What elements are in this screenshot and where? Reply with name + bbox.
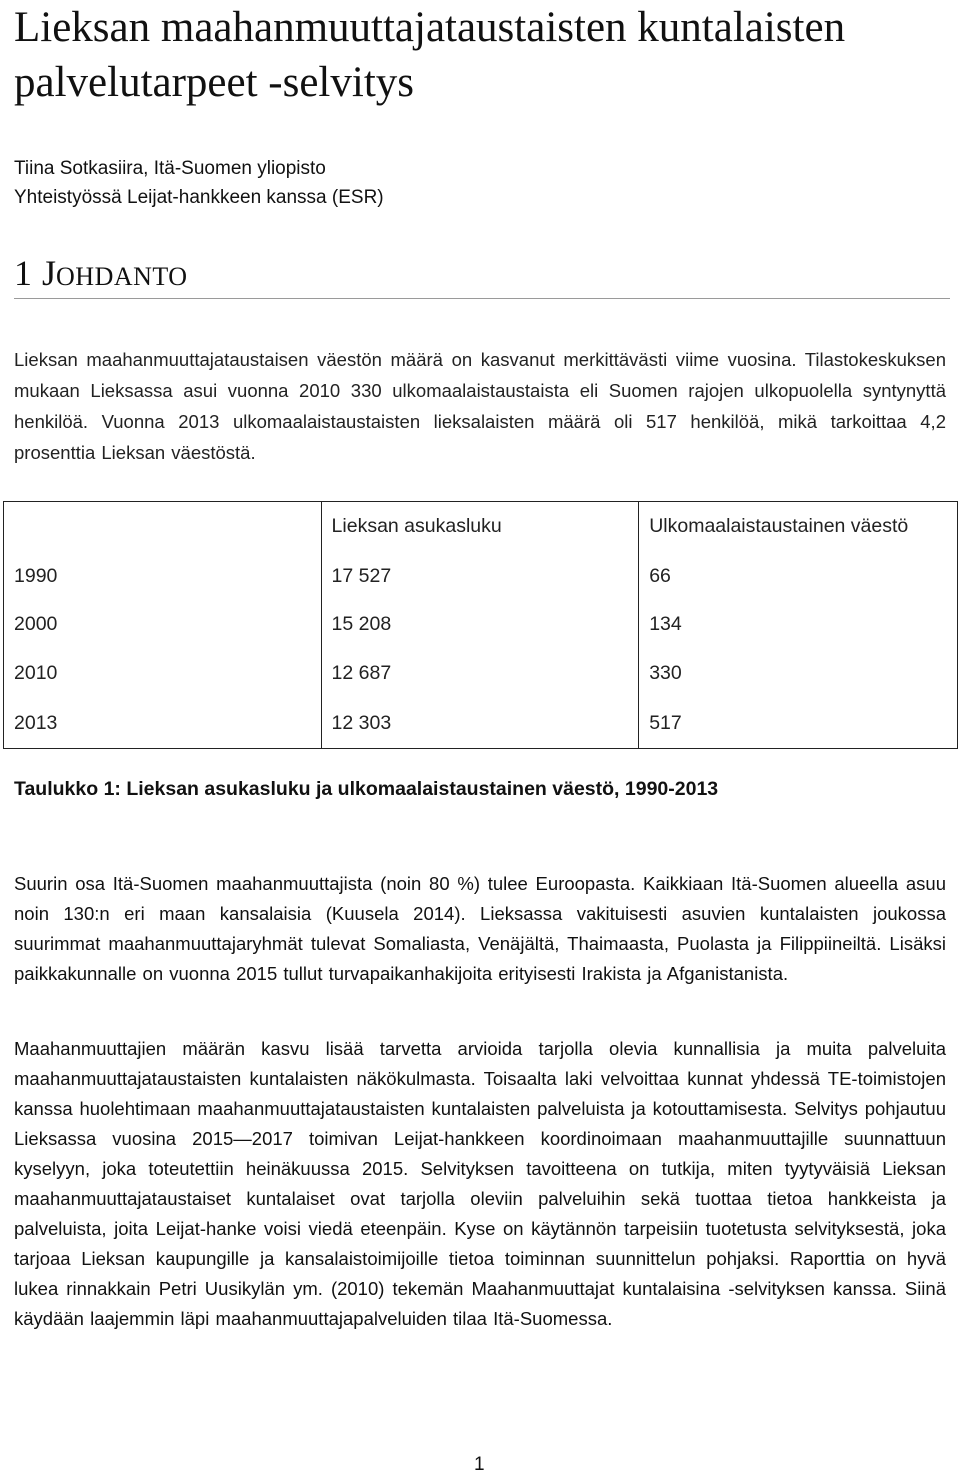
table-cell: 12 687: [321, 649, 639, 698]
table-cell: 134: [639, 601, 958, 650]
section-title-initial: J: [42, 253, 57, 293]
author-block: [14, 154, 384, 212]
table-row: [4, 601, 958, 650]
table-row: [4, 698, 958, 748]
population-table: [3, 501, 958, 749]
author-line: Tiina Sotkasiira, Itä-Suomen yliopisto: [14, 158, 326, 179]
section-number: 1: [14, 253, 32, 293]
table-cell: 517: [639, 698, 958, 748]
table-cell: 15 208: [321, 601, 639, 650]
purpose-paragraph: Maahanmuuttajien määrän kasvu lisää tarvetta arvioida tarjolla olevia kunnallisia ja muita palveluita maahanmuuttajataustaisten kuntalaisten näkökulmasta. Toisaalta laki velvoittaa kunnat yhdessä TE-toimistojen kanssa huolehtimaan maahanmuuttajataustaisten kuntalaisten palveluista ja kotouttamisesta. Selvitys pohjautuu Lieksassa vuosina 2015—2017 toimivan Leijat-hankkeen koordinoimaan maahanmuuttajille suunnattuun kyselyyn, joka toteutettiin heinäkuussa 2015. Selvityksen tavoitteena on tutkija, miten tyytyväisiä Lieksan maahanmuuttajataustaiset kuntalaiset ovat tarjolla oleviin palveluihin sekä tuottaa tietoa hankkeista ja palveluista, joita Leijat-hanke voisi viedä eteenpäin. Kyse on käytännön tarpeisiin tuotetusta selvityksestä, joka tarjoaa Lieksan kaupungille ja kansalaistoimijoille tietoa toiminnan suunnittelun pohjaksi. Raporttia on hyvä lukea rinnakkain Petri Uusikylän ym. (2010) tekemän Maahanmuuttajat kuntalaisina -selvityksen kanssa. Siinä käydään laajemmin läpi maahanmuuttajapalveluiden tilaa Itä-Suomessa.: [14, 1038, 946, 1329]
table-cell: 1990: [4, 552, 322, 601]
collaboration-line: Yhteistyössä Leijat-hankkeen kanssa (ESR): [14, 187, 384, 208]
section-title-rest: OHDANTO: [56, 262, 188, 291]
table-cell: 2013: [4, 698, 322, 748]
table-row: [4, 649, 958, 698]
table-header-cell: [4, 502, 322, 552]
table-cell: 12 303: [321, 698, 639, 748]
section-heading: [14, 248, 950, 299]
table-caption: Taulukko 1: Lieksan asukasluku ja ulkomaalaistaustainen väestö, 1990-2013: [14, 778, 719, 800]
table-header-cell: Lieksan asukasluku: [321, 502, 639, 552]
table-header-cell: Ulkomaalaistaustainen väestö: [639, 502, 958, 552]
table-cell: 17 527: [321, 552, 639, 601]
table-cell: 330: [639, 649, 958, 698]
table-cell: 66: [639, 552, 958, 601]
table-cell: 2000: [4, 601, 322, 650]
origin-paragraph: Suurin osa Itä-Suomen maahanmuuttajista (noin 80 %) tulee Euroopasta. Kaikkiaan Itä-Suomen alueella asuu noin 130:n eri maan kansalaisia (Kuusela 2014). Lieksassa vakituisesti asuvien kuntalaisten joukossa suurimmat maahanmuuttajaryhmät tulevat Somaliasta, Venäjältä, Thaimaasta, Puolasta ja Filippiineiltä. Lisäksi paikkakunnalle on vuonna 2015 tullut turvapaikanhakijoita erityisesti Irakista ja Afganistanista.: [14, 873, 946, 984]
intro-paragraph: Lieksan maahanmuuttajataustaisen väestön määrä on kasvanut merkittävästi viime vuosina. Tilastokeskuksen mukaan Lieksassa asui vuonna 2010 330 ulkomaalaistaustaista eli Suomen rajojen ulkopuolella syntynyttä henkilöä. Vuonna 2013 ulkomaalaistaustaisten lieksalaisten määrä oli 517 henkilöä, mikä tarkoittaa 4,2 prosenttia Lieksan väestöstä.: [14, 349, 946, 463]
table-cell: 2010: [4, 649, 322, 698]
page-number: 1: [474, 1454, 485, 1475]
table-row: [4, 552, 958, 601]
table-header-row: [4, 502, 958, 552]
document-title: Lieksan maahanmuuttajataustaisten kuntalaisten palvelutarpeet -selvitys: [14, 4, 846, 106]
